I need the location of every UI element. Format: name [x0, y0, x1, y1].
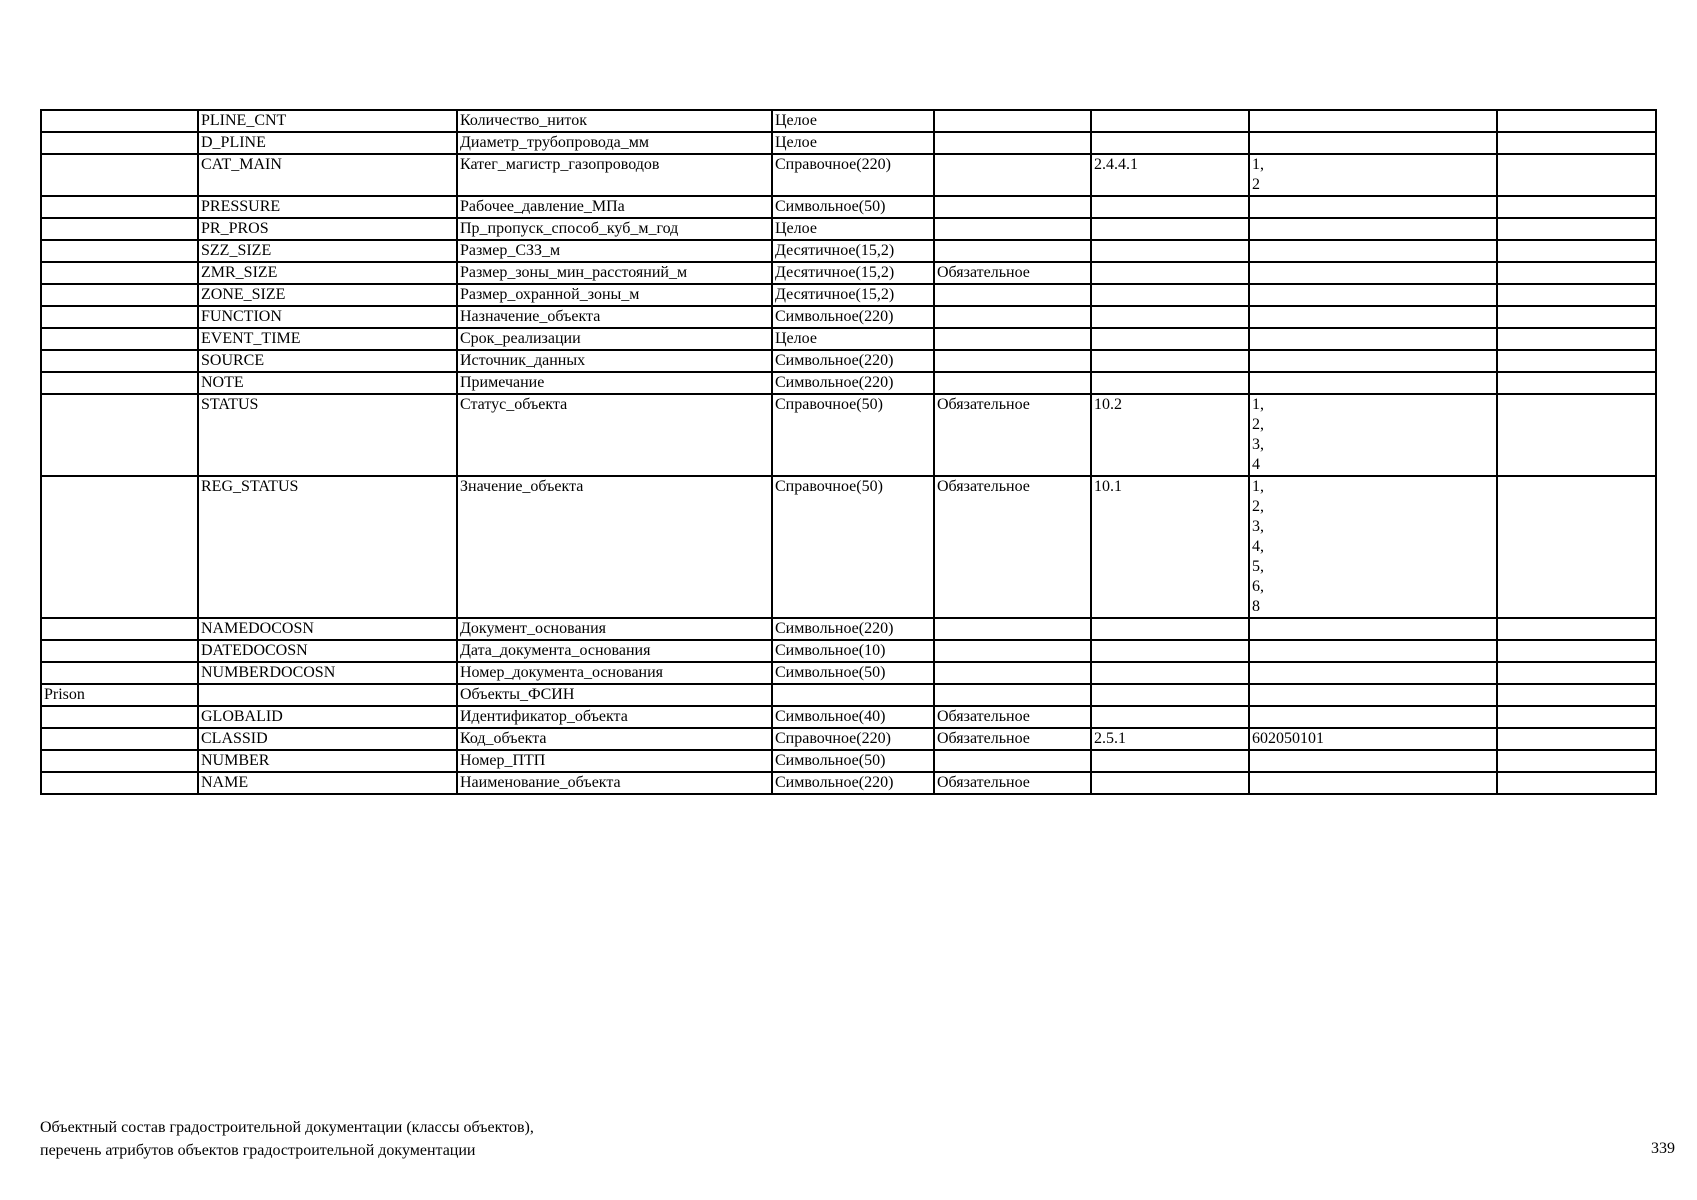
cell-group [41, 110, 198, 132]
cell-field-code: NUMBER [198, 750, 457, 772]
cell-data-type: Символьное(220) [772, 350, 934, 372]
cell-reference: 2.4.4.1 [1091, 154, 1249, 196]
cell-required [934, 132, 1091, 154]
cell-field-code: PR_PROS [198, 218, 457, 240]
cell-required: Обязательное [934, 394, 1091, 476]
cell-required [934, 110, 1091, 132]
cell-required [934, 350, 1091, 372]
cell-group [41, 132, 198, 154]
cell-values [1249, 240, 1497, 262]
cell-field-code [198, 684, 457, 706]
cell-field-code: ZONE_SIZE [198, 284, 457, 306]
cell-field-name: Код_объекта [457, 728, 772, 750]
cell-field-code: SZZ_SIZE [198, 240, 457, 262]
cell-values [1249, 196, 1497, 218]
cell-group [41, 728, 198, 750]
cell-values [1249, 132, 1497, 154]
cell-field-name: Назначение_объекта [457, 306, 772, 328]
cell-note [1497, 750, 1656, 772]
cell-note [1497, 328, 1656, 350]
cell-note [1497, 306, 1656, 328]
cell-required [934, 684, 1091, 706]
cell-reference [1091, 750, 1249, 772]
cell-group [41, 262, 198, 284]
cell-data-type: Символьное(40) [772, 706, 934, 728]
footer-caption [40, 1116, 534, 1162]
cell-values [1249, 350, 1497, 372]
cell-field-code: STATUS [198, 394, 457, 476]
cell-data-type: Символьное(50) [772, 196, 934, 218]
cell-reference [1091, 662, 1249, 684]
cell-field-name: Пр_пропуск_способ_куб_м_год [457, 218, 772, 240]
table-row [41, 328, 1656, 350]
cell-group [41, 750, 198, 772]
cell-data-type: Справочное(220) [772, 154, 934, 196]
cell-field-code: EVENT_TIME [198, 328, 457, 350]
cell-reference [1091, 328, 1249, 350]
cell-field-name: Номер_ПТП [457, 750, 772, 772]
cell-group [41, 772, 198, 794]
cell-field-name: Диаметр_трубопровода_мм [457, 132, 772, 154]
cell-note [1497, 350, 1656, 372]
cell-data-type: Символьное(220) [772, 372, 934, 394]
cell-required [934, 328, 1091, 350]
cell-field-name: Рабочее_давление_МПа [457, 196, 772, 218]
cell-field-name: Срок_реализации [457, 328, 772, 350]
cell-note [1497, 218, 1656, 240]
table-row [41, 772, 1656, 794]
cell-required [934, 306, 1091, 328]
cell-values [1249, 640, 1497, 662]
cell-note [1497, 476, 1656, 618]
cell-required [934, 640, 1091, 662]
cell-values [1249, 750, 1497, 772]
cell-data-type: Десятичное(15,2) [772, 262, 934, 284]
cell-reference [1091, 618, 1249, 640]
cell-reference [1091, 262, 1249, 284]
cell-values [1249, 218, 1497, 240]
footer-caption-line-1: Объектный состав градостроительной документации (классы объектов), [40, 1119, 534, 1136]
cell-data-type: Справочное(50) [772, 394, 934, 476]
cell-field-name: Количество_ниток [457, 110, 772, 132]
cell-field-code: PLINE_CNT [198, 110, 457, 132]
cell-note [1497, 662, 1656, 684]
cell-values [1249, 372, 1497, 394]
cell-data-type [772, 684, 934, 706]
cell-data-type: Символьное(50) [772, 750, 934, 772]
cell-field-name: Идентификатор_объекта [457, 706, 772, 728]
table-row [41, 476, 1656, 618]
cell-values [1249, 110, 1497, 132]
table-row [41, 728, 1656, 750]
cell-values: 1, 2, 3, 4 [1249, 394, 1497, 476]
table-row [41, 372, 1656, 394]
cell-required: Обязательное [934, 706, 1091, 728]
cell-field-code: D_PLINE [198, 132, 457, 154]
cell-note [1497, 706, 1656, 728]
cell-data-type: Целое [772, 132, 934, 154]
table-body [41, 110, 1656, 794]
cell-data-type: Символьное(220) [772, 772, 934, 794]
table-row [41, 240, 1656, 262]
cell-field-code: GLOBALID [198, 706, 457, 728]
cell-values: 1, 2, 3, 4, 5, 6, 8 [1249, 476, 1497, 618]
cell-group [41, 218, 198, 240]
cell-group [41, 618, 198, 640]
cell-note [1497, 110, 1656, 132]
cell-values [1249, 772, 1497, 794]
table-row [41, 394, 1656, 476]
cell-note [1497, 196, 1656, 218]
cell-data-type: Справочное(50) [772, 476, 934, 618]
cell-field-name: Размер_зоны_мин_расстояний_м [457, 262, 772, 284]
cell-group [41, 394, 198, 476]
table-row [41, 110, 1656, 132]
cell-reference: 2.5.1 [1091, 728, 1249, 750]
cell-required: Обязательное [934, 728, 1091, 750]
cell-reference [1091, 640, 1249, 662]
cell-data-type: Десятичное(15,2) [772, 284, 934, 306]
cell-field-code: NAMEDOCOSN [198, 618, 457, 640]
cell-field-code: ZMR_SIZE [198, 262, 457, 284]
cell-reference [1091, 110, 1249, 132]
cell-values [1249, 328, 1497, 350]
cell-required [934, 662, 1091, 684]
cell-values [1249, 306, 1497, 328]
cell-note [1497, 154, 1656, 196]
cell-group [41, 328, 198, 350]
cell-field-code: NUMBERDOCOSN [198, 662, 457, 684]
cell-required: Обязательное [934, 262, 1091, 284]
table-row [41, 284, 1656, 306]
cell-note [1497, 640, 1656, 662]
cell-group [41, 706, 198, 728]
cell-group [41, 350, 198, 372]
cell-data-type: Целое [772, 110, 934, 132]
table-row [41, 218, 1656, 240]
cell-reference [1091, 350, 1249, 372]
cell-group [41, 284, 198, 306]
cell-field-code: CLASSID [198, 728, 457, 750]
page-number: 339 [1651, 1140, 1675, 1157]
cell-field-name: Документ_основания [457, 618, 772, 640]
cell-required [934, 218, 1091, 240]
cell-field-code: DATEDOCOSN [198, 640, 457, 662]
cell-field-name: Наименование_объекта [457, 772, 772, 794]
cell-note [1497, 772, 1656, 794]
cell-values: 1, 2 [1249, 154, 1497, 196]
cell-reference [1091, 196, 1249, 218]
cell-required [934, 372, 1091, 394]
cell-field-name: Дата_документа_основания [457, 640, 772, 662]
cell-note [1497, 684, 1656, 706]
cell-field-name: Примечание [457, 372, 772, 394]
table-row [41, 662, 1656, 684]
attribute-table [40, 109, 1657, 795]
cell-group [41, 372, 198, 394]
cell-field-code: PRESSURE [198, 196, 457, 218]
cell-values [1249, 262, 1497, 284]
table-row [41, 262, 1656, 284]
cell-note [1497, 394, 1656, 476]
cell-field-name: Значение_объекта [457, 476, 772, 618]
cell-field-name: Объекты_ФСИН [457, 684, 772, 706]
cell-reference [1091, 306, 1249, 328]
cell-required [934, 750, 1091, 772]
table-row [41, 618, 1656, 640]
cell-reference [1091, 218, 1249, 240]
cell-required [934, 154, 1091, 196]
cell-values [1249, 284, 1497, 306]
cell-field-name: Статус_объекта [457, 394, 772, 476]
cell-values [1249, 618, 1497, 640]
cell-reference [1091, 240, 1249, 262]
cell-field-name: Номер_документа_основания [457, 662, 772, 684]
cell-required [934, 240, 1091, 262]
cell-group [41, 154, 198, 196]
table-row [41, 684, 1656, 706]
cell-note [1497, 262, 1656, 284]
cell-field-code: FUNCTION [198, 306, 457, 328]
cell-reference: 10.2 [1091, 394, 1249, 476]
table-row [41, 306, 1656, 328]
cell-note [1497, 618, 1656, 640]
cell-field-code: NOTE [198, 372, 457, 394]
cell-required: Обязательное [934, 476, 1091, 618]
cell-required [934, 284, 1091, 306]
cell-values [1249, 662, 1497, 684]
cell-field-name: Источник_данных [457, 350, 772, 372]
cell-required [934, 196, 1091, 218]
cell-group: Prison [41, 684, 198, 706]
cell-data-type: Символьное(10) [772, 640, 934, 662]
cell-values [1249, 684, 1497, 706]
cell-group [41, 196, 198, 218]
cell-field-code: REG_STATUS [198, 476, 457, 618]
cell-reference [1091, 772, 1249, 794]
cell-field-name: Размер_СЗЗ_м [457, 240, 772, 262]
cell-data-type: Символьное(220) [772, 618, 934, 640]
footer-caption-line-2: перечень атрибутов объектов градостроительной документации [40, 1142, 476, 1159]
cell-values [1249, 706, 1497, 728]
cell-data-type: Десятичное(15,2) [772, 240, 934, 262]
cell-reference [1091, 706, 1249, 728]
cell-group [41, 240, 198, 262]
cell-reference [1091, 684, 1249, 706]
cell-reference [1091, 372, 1249, 394]
cell-reference: 10.1 [1091, 476, 1249, 618]
table-row [41, 196, 1656, 218]
cell-data-type: Справочное(220) [772, 728, 934, 750]
cell-data-type: Символьное(50) [772, 662, 934, 684]
cell-data-type: Целое [772, 218, 934, 240]
cell-field-name: Размер_охранной_зоны_м [457, 284, 772, 306]
cell-data-type: Целое [772, 328, 934, 350]
cell-field-code: NAME [198, 772, 457, 794]
cell-values: 602050101 [1249, 728, 1497, 750]
cell-group [41, 306, 198, 328]
table-row [41, 154, 1656, 196]
cell-required: Обязательное [934, 772, 1091, 794]
cell-reference [1091, 284, 1249, 306]
cell-reference [1091, 132, 1249, 154]
table-row [41, 706, 1656, 728]
cell-data-type: Символьное(220) [772, 306, 934, 328]
cell-note [1497, 240, 1656, 262]
table-row [41, 132, 1656, 154]
cell-note [1497, 284, 1656, 306]
cell-field-code: SOURCE [198, 350, 457, 372]
cell-group [41, 662, 198, 684]
cell-group [41, 476, 198, 618]
cell-field-name: Катег_магистр_газопроводов [457, 154, 772, 196]
table-row [41, 640, 1656, 662]
cell-required [934, 618, 1091, 640]
table-row [41, 350, 1656, 372]
cell-field-code: CAT_MAIN [198, 154, 457, 196]
cell-note [1497, 372, 1656, 394]
table-row [41, 750, 1656, 772]
cell-note [1497, 728, 1656, 750]
cell-group [41, 640, 198, 662]
cell-note [1497, 132, 1656, 154]
